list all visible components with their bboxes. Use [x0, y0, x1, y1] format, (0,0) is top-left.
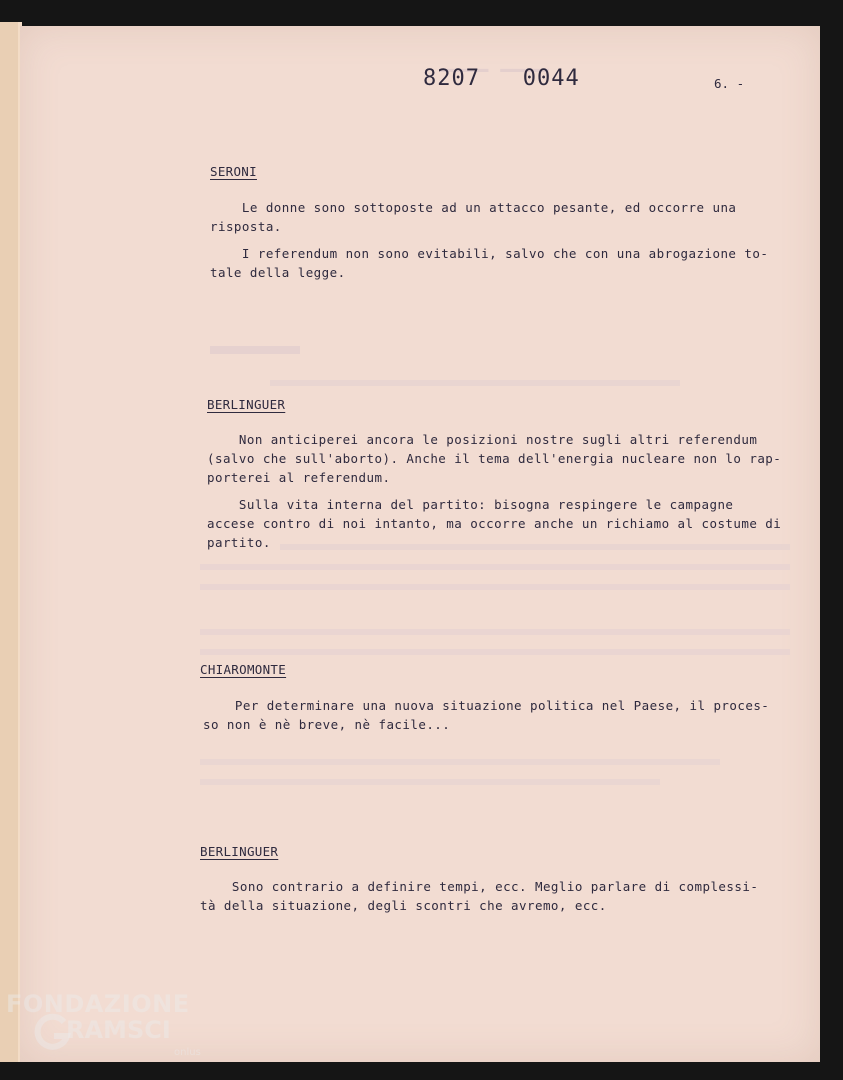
watermark-line1: FONDAZIONE — [6, 990, 190, 1018]
bleed-through — [200, 584, 790, 590]
speaker-name: BERLINGUER — [207, 397, 286, 412]
text-line: tà della situazione, degli scontri che avremo, ecc. — [200, 898, 607, 913]
document-number: 8207 0044 — [423, 66, 580, 91]
text-line: Non anticiperei ancora le posizioni nostre sugli altri referendum — [207, 432, 758, 447]
document-page — [20, 26, 820, 1062]
text-line: I referendum non sono evitabili, salvo che con una abrogazione to- — [210, 246, 769, 261]
binder-edge — [0, 22, 19, 1062]
text-line: Per determinare una nuova situazione politica nel Paese, il proces- — [203, 698, 770, 713]
bleed-through — [200, 564, 790, 570]
watermark-line2: RAMSCI — [66, 1016, 171, 1044]
paragraph — [207, 495, 781, 552]
fondazione-gramsci-watermark — [6, 990, 206, 1070]
paragraph — [210, 244, 768, 282]
speaker-name: CHIAROMONTE — [200, 662, 287, 677]
paragraph — [210, 198, 736, 236]
text-line: tale della legge. — [210, 265, 346, 280]
text-line: partito. — [207, 535, 271, 550]
text-line: porterei al referendum. — [207, 470, 391, 485]
speaker-name: SERONI — [210, 164, 257, 179]
text-line: Le donne sono sottoposte ad un attacco pesante, ed occorre una — [210, 200, 737, 215]
watermark-suffix: onlus — [174, 1047, 201, 1058]
text-line: so non è nè breve, nè facile... — [203, 717, 451, 732]
text-line: risposta. — [210, 219, 282, 234]
bleed-through — [210, 346, 300, 354]
paragraph — [200, 877, 758, 915]
bleed-through — [200, 629, 790, 635]
text-line: (salvo che sull'aborto). Anche il tema dell'energia nucleare non lo rap- — [207, 451, 782, 466]
bleed-through: ▁▁▁▁ ▁▁▁▁ — [440, 48, 549, 72]
bleed-through — [200, 649, 790, 655]
text-line: Sono contrario a definire tempi, ecc. Meglio parlare di complessi- — [200, 879, 759, 894]
page-number: 6. - — [714, 76, 745, 91]
bleed-through — [200, 759, 720, 765]
text-line: Sulla vita interna del partito: bisogna respingere le campagne — [207, 497, 734, 512]
bleed-through — [270, 380, 680, 386]
bleed-through — [200, 779, 660, 785]
speaker-name: BERLINGUER — [200, 844, 279, 859]
paragraph — [203, 696, 769, 734]
paragraph — [207, 430, 781, 487]
text-line: accese contro di noi intanto, ma occorre anche un richiamo al costume di — [207, 516, 782, 531]
